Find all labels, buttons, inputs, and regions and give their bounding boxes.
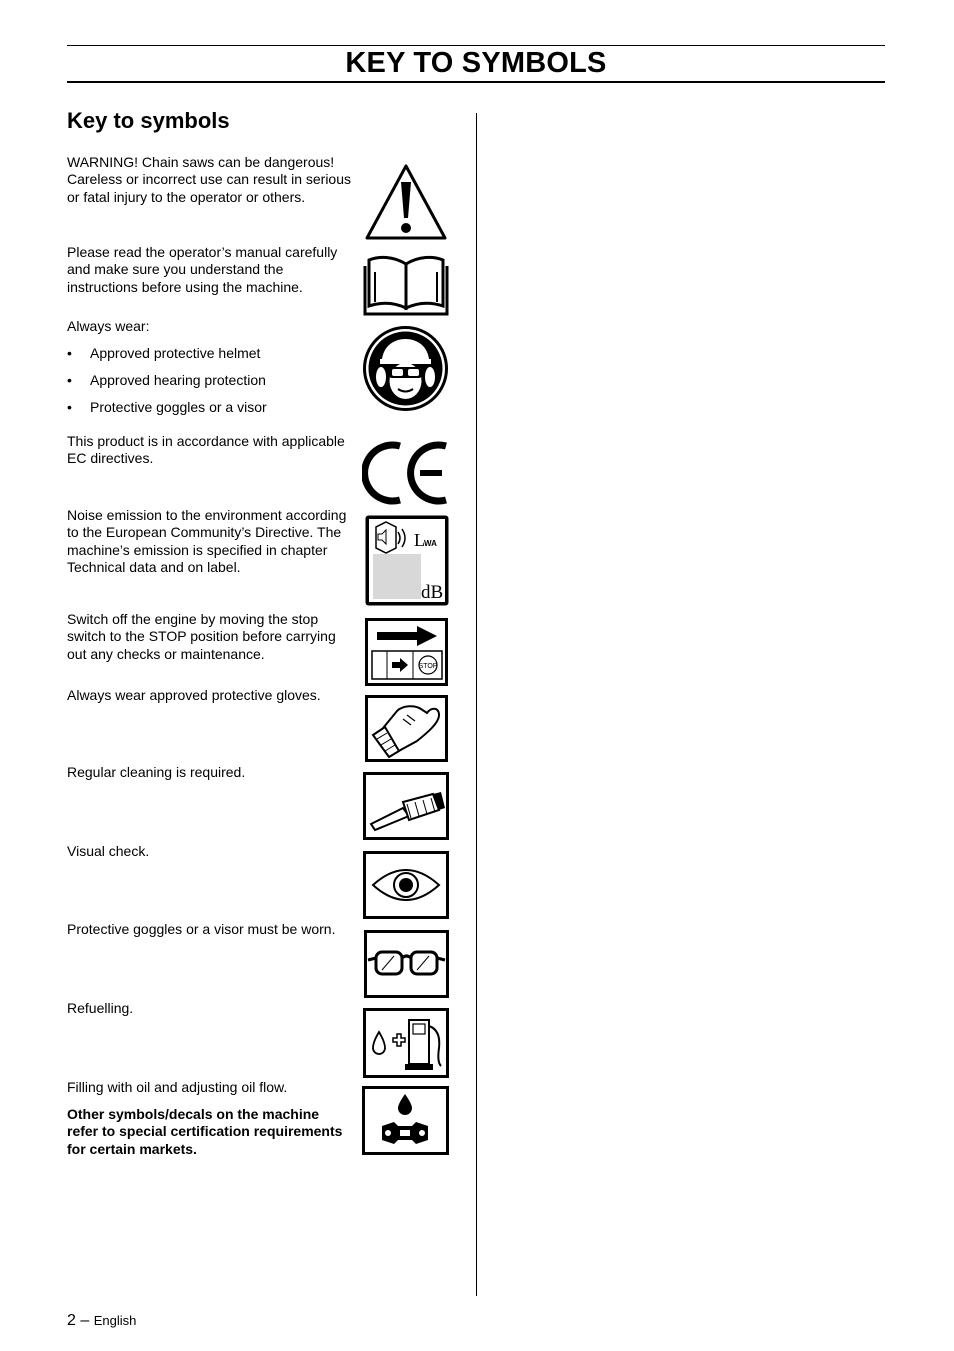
- wear-item-helmet: Approved protective helmet: [90, 345, 261, 361]
- goggles-icon: [364, 930, 449, 998]
- stop-label: STOP: [418, 663, 438, 670]
- page-number: 2: [67, 1312, 76, 1329]
- visual-text: Visual check.: [67, 843, 150, 859]
- footer-language: English: [93, 1313, 137, 1328]
- page-title: KEY TO SYMBOLS: [345, 47, 607, 79]
- stop-text: Switch off the engine by moving the stop switch to the STOP position before carrying out any checks or maintenance.: [67, 611, 336, 662]
- fuel-pump-icon: [363, 1008, 449, 1078]
- footer-dash: –: [80, 1312, 90, 1329]
- oil-chain-icon: [362, 1086, 449, 1155]
- wear-item-hearing: Approved hearing protection: [90, 372, 266, 388]
- stop-switch-icon: [365, 618, 448, 686]
- bullet-mark: •: [67, 372, 72, 388]
- db-label: dB: [421, 582, 444, 603]
- manual-text: Please read the operator’s manual carefully and make sure you understand the instructions before using the machine.: [67, 244, 338, 295]
- goggles-text: Protective goggles or a visor must be worn.: [67, 921, 336, 937]
- eye-icon: [363, 851, 449, 919]
- warning-text: WARNING! Chain saws can be dangerous! Careless or incorrect use can result in serious or fatal injury to the operator or others.: [67, 154, 352, 205]
- ce-mark-icon: [362, 438, 452, 508]
- lwa-subscript: WA: [424, 539, 437, 548]
- page-footer: [67, 1312, 136, 1330]
- noise-label-icon: [364, 514, 450, 607]
- refuelling-text: Refuelling.: [67, 1000, 134, 1016]
- always-wear-text: Always wear:: [67, 318, 150, 334]
- cleaning-text: Regular cleaning is required.: [67, 764, 246, 780]
- title-underline: [67, 81, 885, 83]
- brush-icon: [363, 772, 449, 840]
- helmet-face-icon: [362, 325, 449, 412]
- wear-item-goggles: Protective goggles or a visor: [90, 399, 267, 415]
- oil-text: Filling with oil and adjusting oil flow.: [67, 1079, 288, 1095]
- gloves-text: Always wear approved protective gloves.: [67, 687, 321, 703]
- glove-icon: [365, 695, 448, 762]
- other-symbols-text: Other symbols/decals on the machine refer to special certification requirements for certain markets.: [67, 1106, 343, 1157]
- bullet-mark: •: [67, 345, 72, 361]
- column-divider: [476, 113, 477, 1296]
- lwa-label: L: [414, 530, 425, 550]
- open-book-icon: [363, 250, 449, 316]
- warning-triangle-icon: [363, 162, 449, 242]
- noise-text: Noise emission to the environment according to the European Community’s Directive. The machine’s emission is specified in chapter Technical data and on label.: [67, 507, 347, 575]
- ec-text: This product is in accordance with applicable EC directives.: [67, 433, 345, 467]
- bullet-mark: •: [67, 399, 72, 415]
- section-title: Key to symbols: [67, 108, 230, 133]
